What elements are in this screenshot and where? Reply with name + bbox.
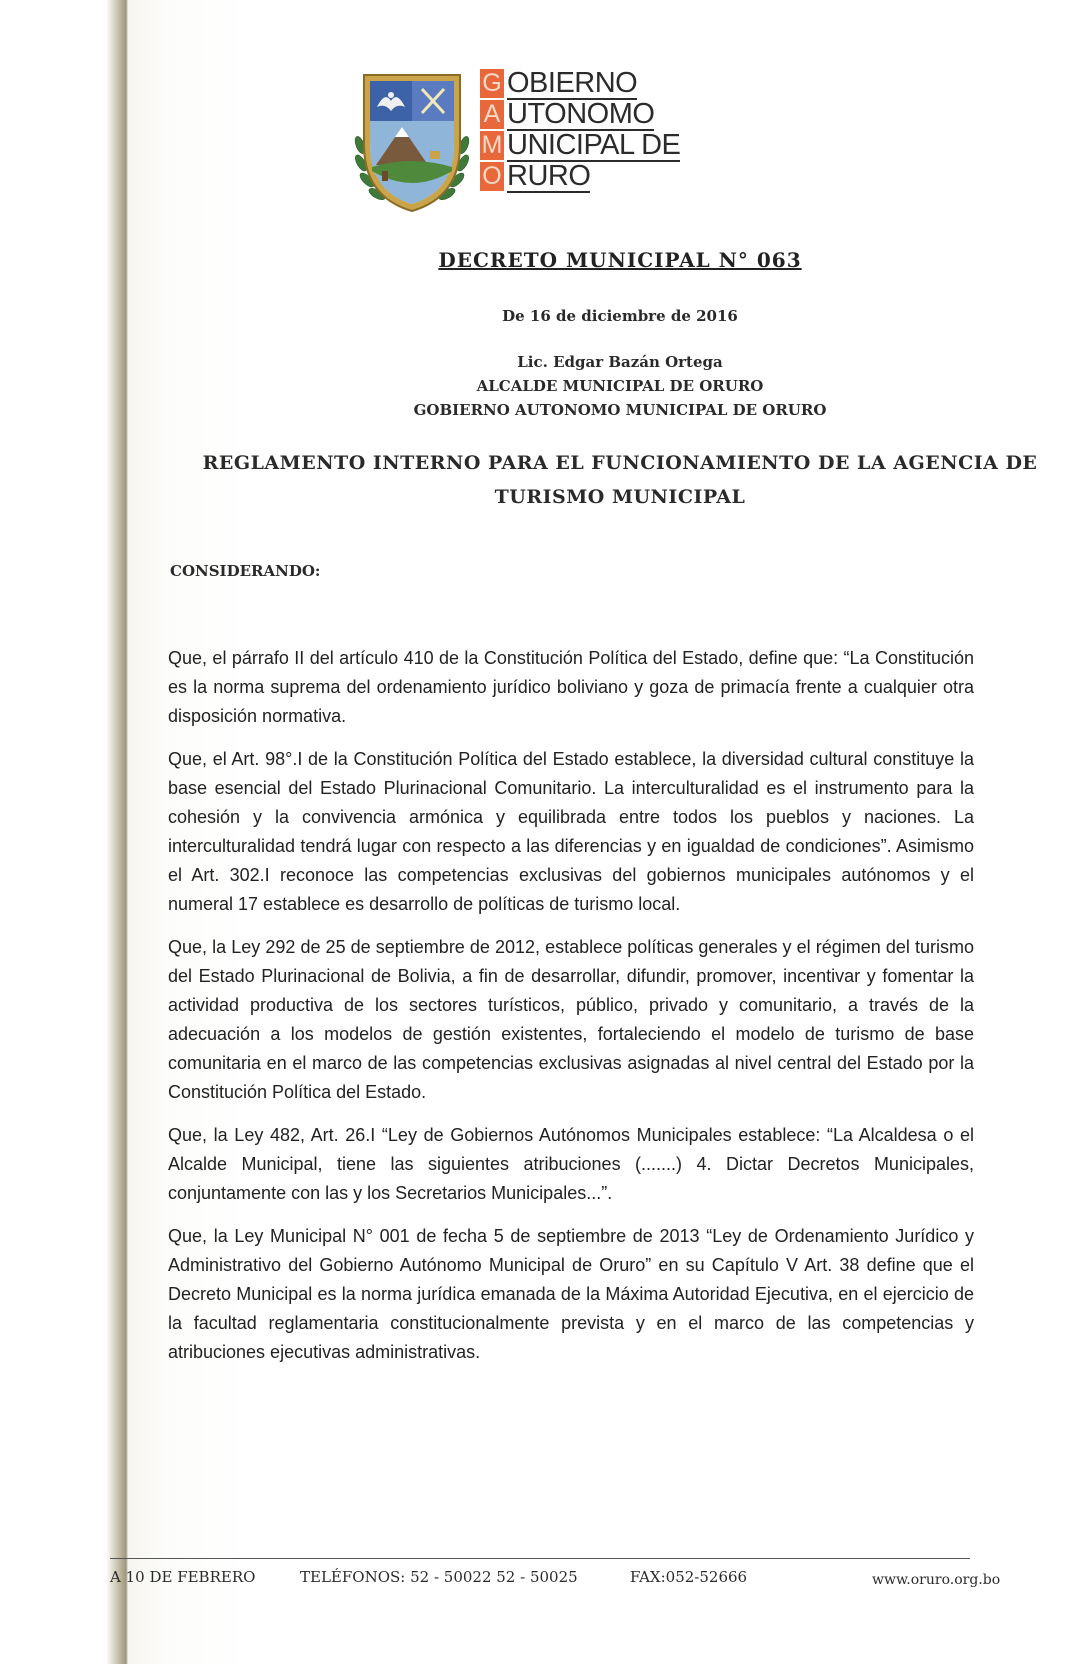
letterhead-word: UTONOMO [507, 98, 655, 130]
signatory-name: Lic. Edgar Bazán Ortega [517, 353, 723, 371]
paragraph: Que, el párrafo II del artículo 410 de la Constitución Política del Estado, define que: “La Constitución es la norma suprema del ordenamiento jurídico boliviano y goza de primacía frente a cualquier otra disposición normativa. [168, 648, 974, 726]
letterhead-initial: M [481, 131, 503, 159]
paragraph: Que, la Ley Municipal N° 001 de fecha 5 de septiembre de 2013 “Ley de Ordenamiento Jurídico y Administrativo del Gobierno Autónomo Municipal de Oruro” en su Capítulo V Art. 38 define que el Decreto Municipal es la norma jurídica emanada de la Máxima Autoridad Ejecutiva, en el ejercicio de la facultad reglamentaria constitucionalmente prevista y en el marco de las competencias y atribuciones ejecutivas administrativas. [168, 1226, 974, 1362]
decree-date: De 16 de diciembre de 2016 [502, 307, 738, 325]
footer-fax: FAX:052-52666 [630, 1568, 748, 1586]
considerando-body [168, 644, 974, 1381]
footer-divider [110, 1558, 970, 1559]
book-binding-shadow [0, 0, 128, 1664]
letterhead-word: OBIERNO [507, 67, 638, 99]
footer-address: A 10 DE FEBRERO [110, 1568, 256, 1586]
institution-name: GOBIERNO AUTONOMO MUNICIPAL DE ORURO [413, 401, 827, 419]
considerando-heading: CONSIDERANDO: [170, 562, 321, 580]
letterhead-initial: O [480, 162, 504, 191]
coat-of-arms-icon [352, 67, 472, 219]
paragraph: Que, la Ley 292 de 25 de septiembre de 2012, establece políticas generales y el régimen del turismo del Estado Plurinacional de Bolivia, a fin de desarrollar, difundir, promover, incentivar y fomentar la actividad productiva de los sectores turísticos, público, privado y comunitario, a través de la adecuación a los modelos de gestión existentes, fortaleciendo el modelo de turismo de base comunitaria en el marco de las competencias exclusivas asignadas al nivel central del Estado por la Constitución Política del Estado. [168, 937, 974, 1102]
signatory-role: ALCALDE MUNICIPAL DE ORURO [476, 377, 764, 395]
letterhead-initial: A [480, 100, 504, 129]
letterhead-initial: G [480, 69, 504, 98]
decree-title: DECRETO MUNICIPAL N° 063 [438, 248, 802, 272]
paragraph: Que, el Art. 98°.I de la Constitución Política del Estado establece, la diversidad cultural constituye la base esencial del Estado Plurinacional Comunitario. La interculturalidad es el instrumento para la cohesión y la convivencia armónica y equilibrada entre todos los pueblos y naciones. La interculturalidad tendrá lugar con respecto a las diferencias y en igualdad de condiciones”. Asimismo el Art. 302.I reconoce las competencias exclusivas del gobiernos municipales autónomos y el numeral 17 establece es desarrollo de políticas de turismo local. [168, 749, 974, 914]
footer-website: www.oruro.org.bo [872, 1572, 1001, 1588]
footer-phones: TELÉFONOS: 52 - 50022 52 - 50025 [300, 1568, 578, 1586]
paragraph: Que, la Ley 482, Art. 26.I “Ley de Gobiernos Autónomos Municipales establece: “La Alcaldesa o el Alcalde Municipal, tiene las siguientes atribuciones (.......) 4. Dictar Decretos Municipales, conjuntamente con las y los Secretarios Municipales...”. [168, 1125, 974, 1203]
regulation-title: REGLAMENTO INTERNO PARA EL FUNCIONAMIENTO DE LA AGENCIA DE TURISMO MUNICIPAL [202, 452, 1038, 508]
letterhead-word: RURO [507, 160, 591, 192]
letterhead-word: UNICIPAL DE [507, 129, 681, 161]
